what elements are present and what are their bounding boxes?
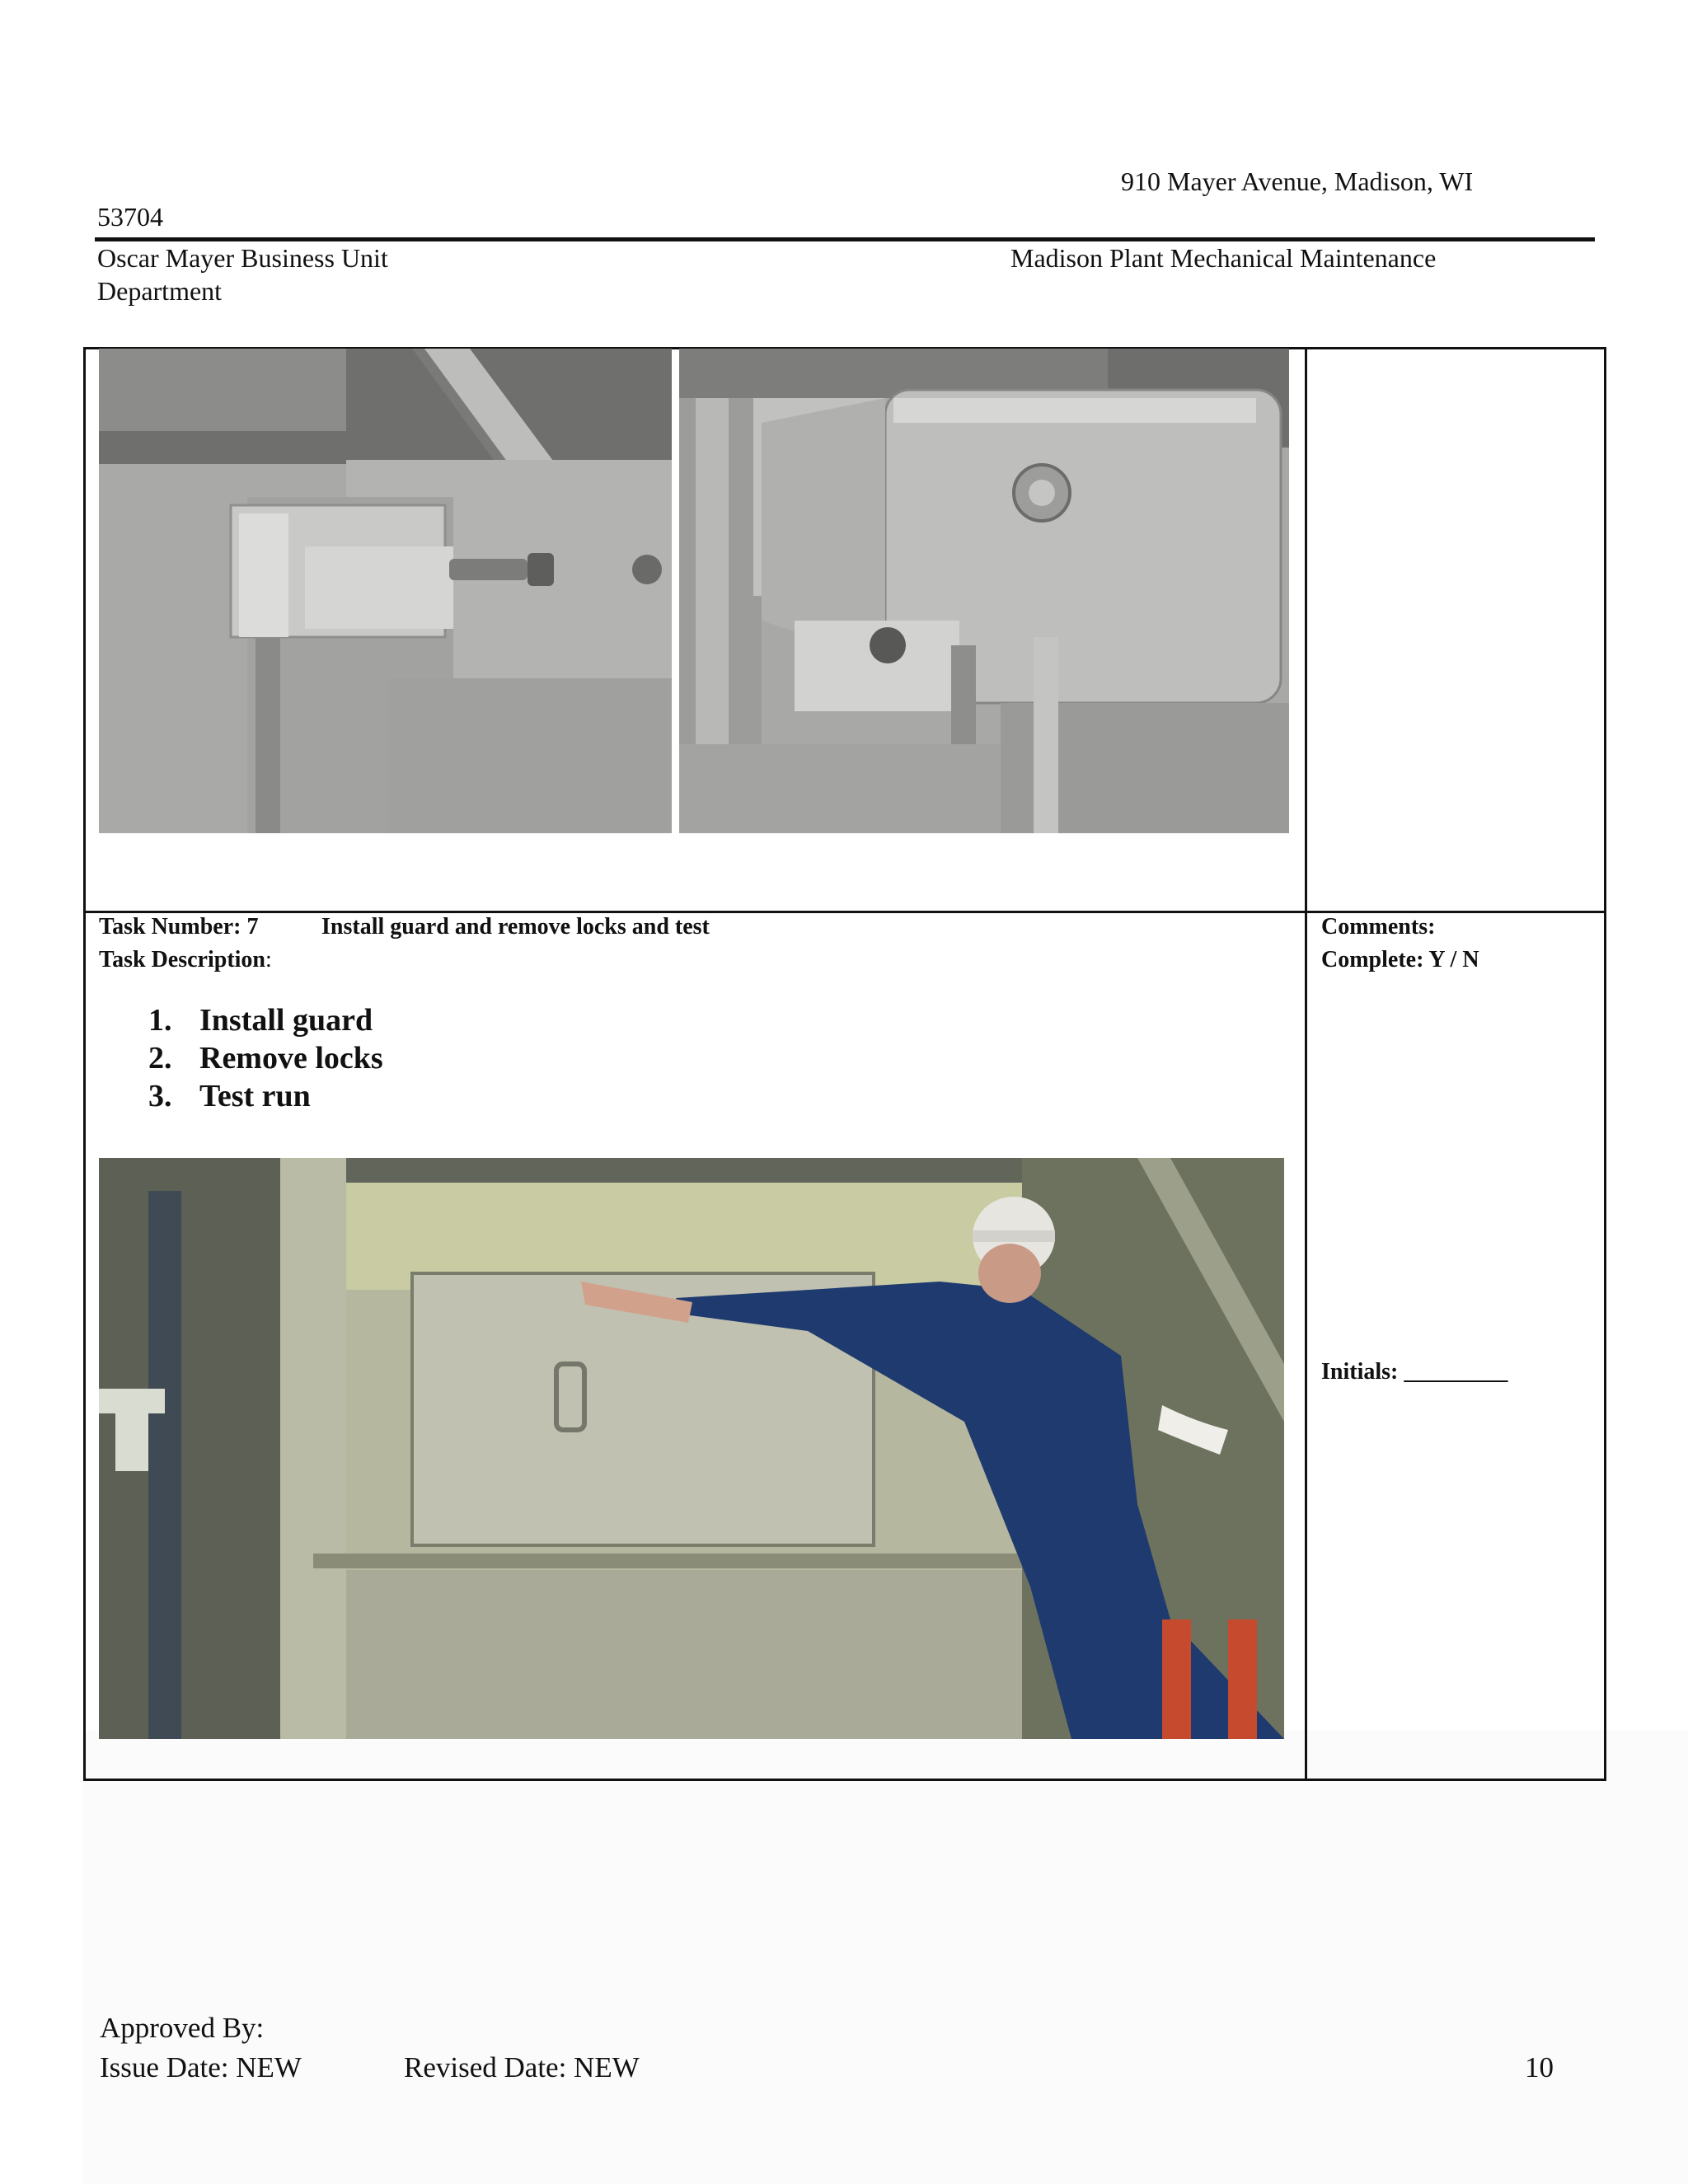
hinge-bracket-photo xyxy=(679,349,1289,833)
step-number: 3. xyxy=(148,1079,172,1113)
task-steps-list xyxy=(148,1001,383,1115)
comments-label: Comments: xyxy=(1321,914,1436,940)
task-title: Install guard and remove locks and test xyxy=(321,914,710,940)
complete-label: Complete: Y / N xyxy=(1321,947,1479,972)
address-line-2: 53704 xyxy=(97,202,163,232)
list-item xyxy=(148,1039,383,1077)
step-text: Test run xyxy=(199,1079,311,1113)
department-label: Department xyxy=(97,276,223,306)
bolted-bracket-photo xyxy=(99,349,672,833)
initials-label: Initials: _________ xyxy=(1321,1359,1508,1385)
task-description-colon: : xyxy=(265,947,272,972)
department-title: Madison Plant Mechanical Maintenance xyxy=(1010,243,1437,273)
table-right-border xyxy=(1604,347,1606,1781)
step-text: Install guard xyxy=(199,1003,373,1038)
task-description-label-text: Task Description xyxy=(99,947,266,972)
issue-date: Issue Date: NEW xyxy=(100,2051,302,2083)
page-number: 10 xyxy=(1525,2051,1554,2083)
table-left-border xyxy=(83,347,86,1781)
list-item xyxy=(148,1001,383,1039)
table-column-divider xyxy=(1305,347,1307,1781)
approved-by: Approved By: xyxy=(100,2012,265,2044)
task-description-label xyxy=(99,944,272,977)
table-bottom-border xyxy=(83,1779,1606,1781)
step-number: 2. xyxy=(148,1041,172,1076)
worker-installing-guard-photo xyxy=(99,1158,1284,1739)
revised-date: Revised Date: NEW xyxy=(404,2051,640,2083)
list-item xyxy=(148,1077,383,1115)
page-shadow xyxy=(82,1731,1688,2184)
address-line-1: 910 Mayer Avenue, Madison, WI xyxy=(1121,166,1474,196)
business-unit: Oscar Mayer Business Unit xyxy=(97,243,388,273)
step-number: 1. xyxy=(148,1003,172,1038)
step-text: Remove locks xyxy=(199,1041,383,1076)
task-number: Task Number: 7 xyxy=(99,914,259,940)
